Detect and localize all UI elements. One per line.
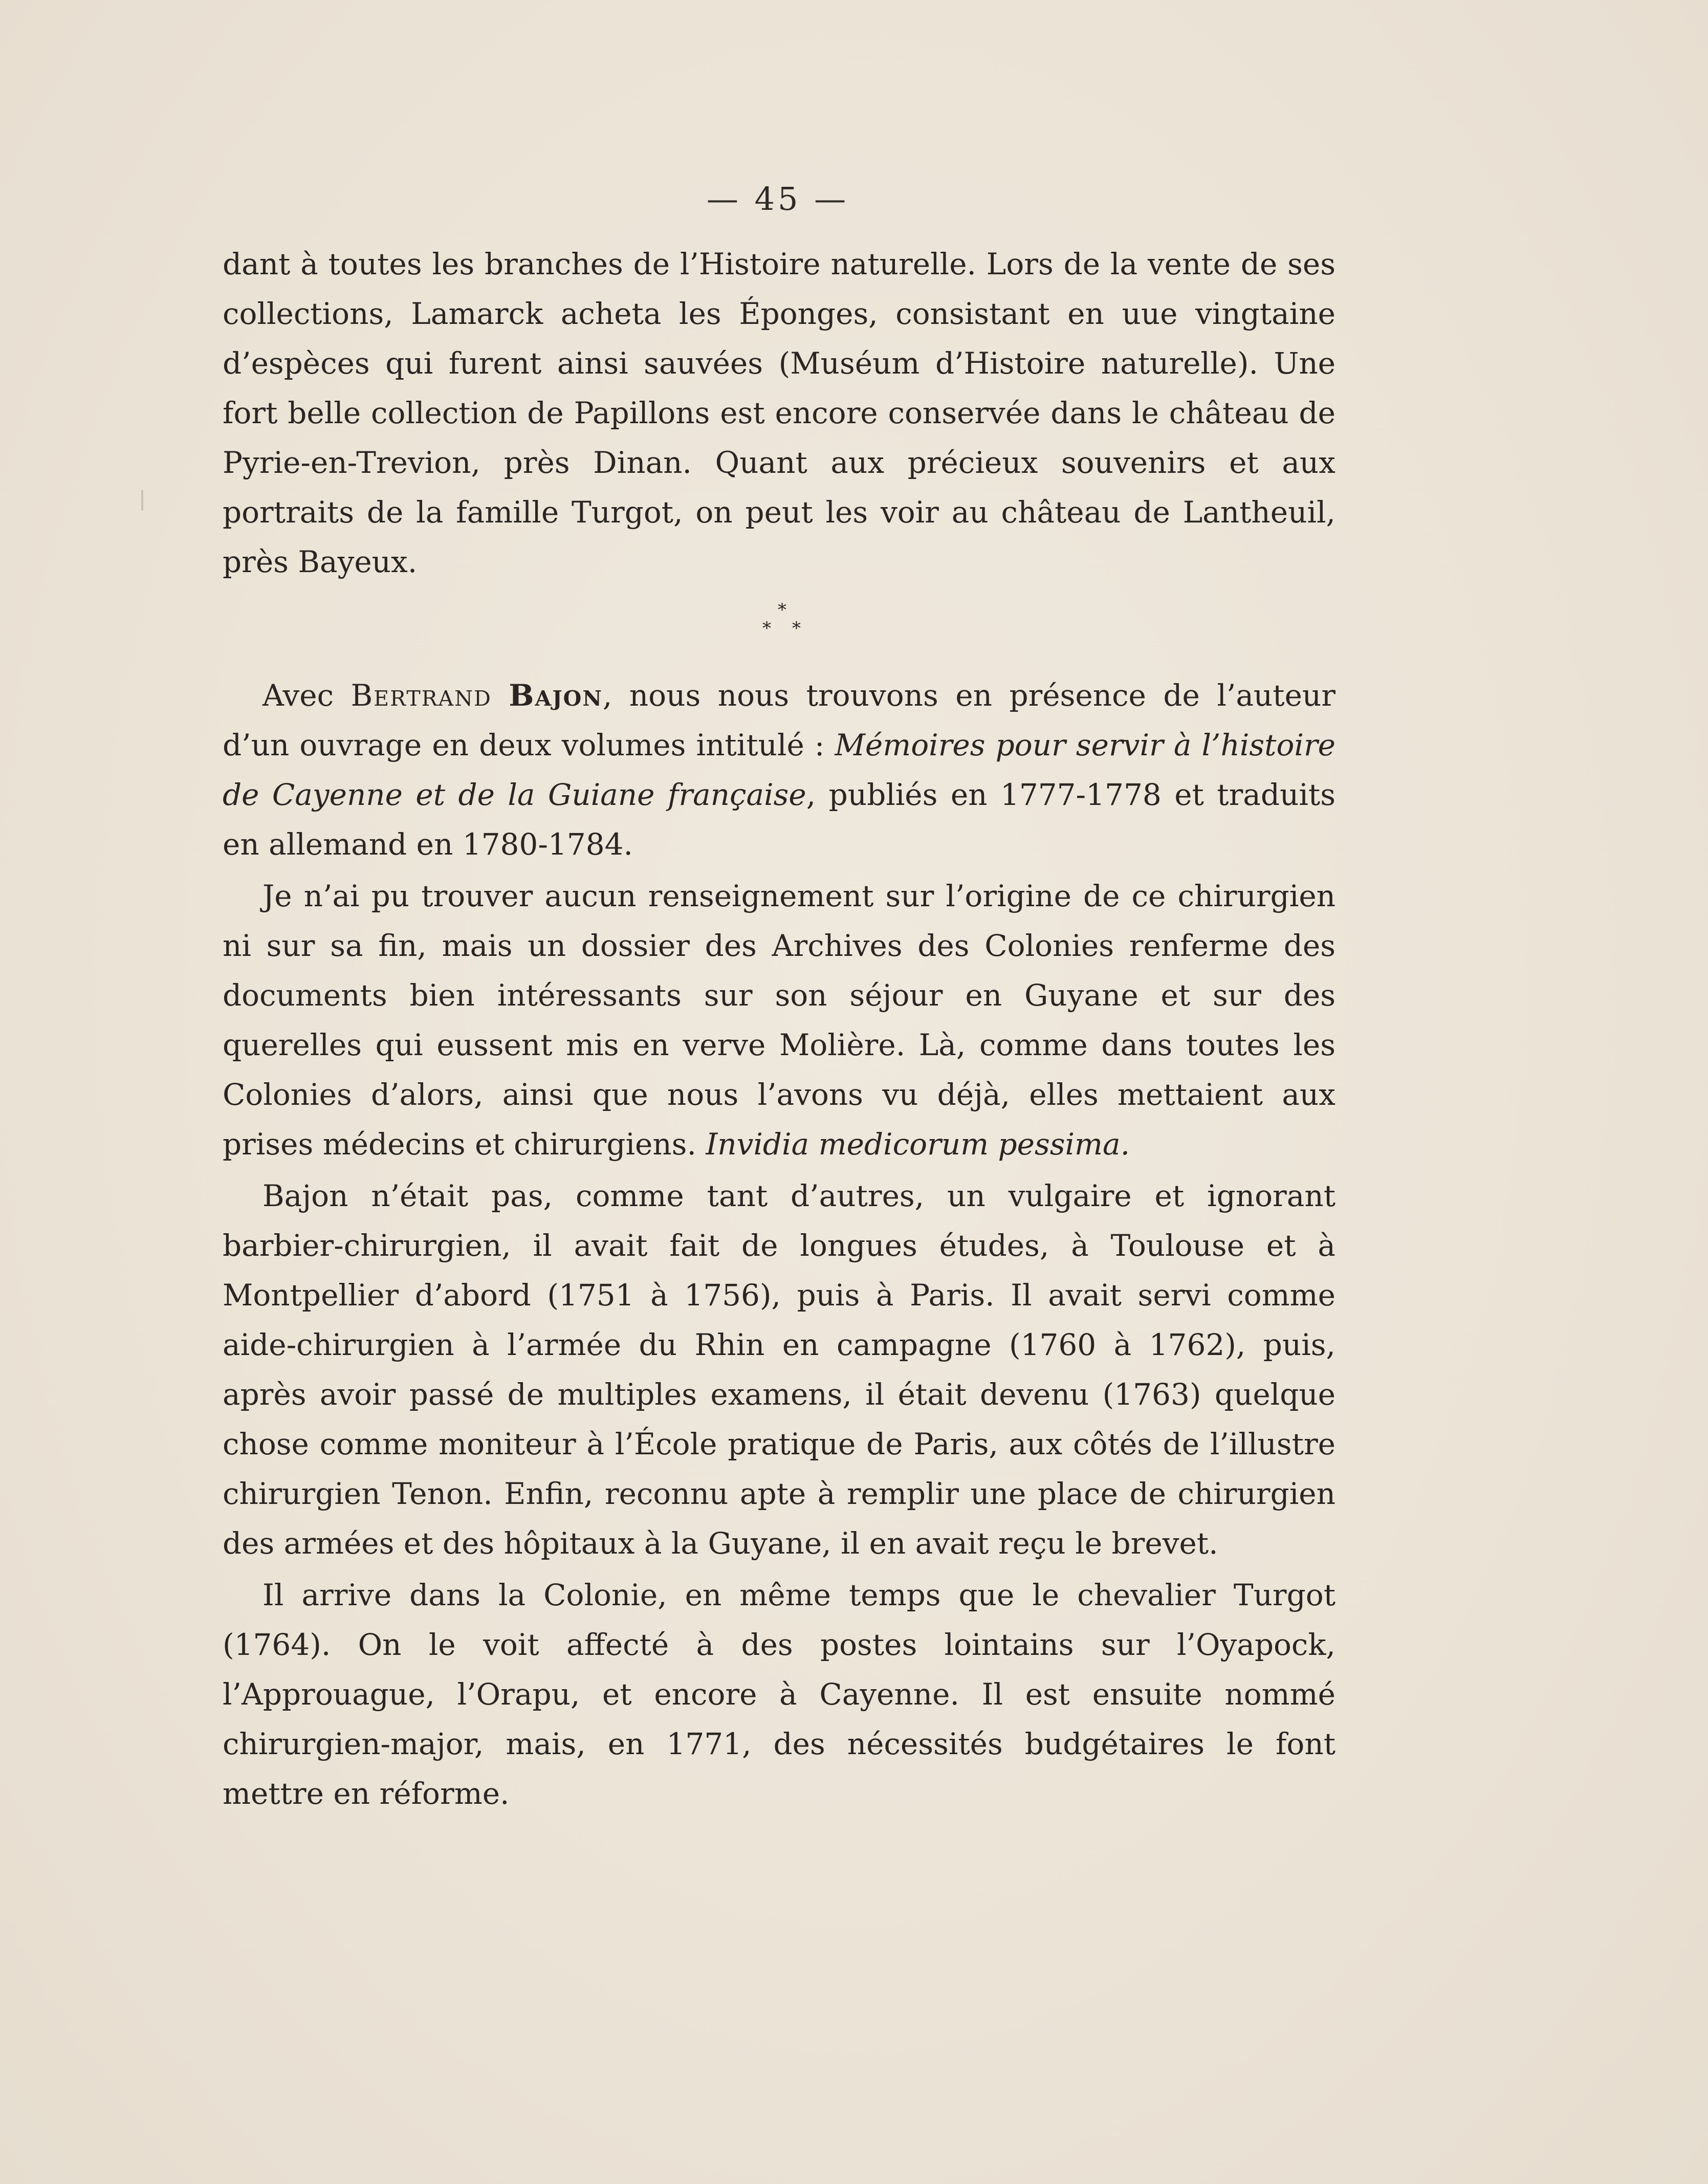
page-number: — 45 — xyxy=(706,180,849,217)
author-last-name: Bajon xyxy=(509,678,603,713)
separator-star: * xyxy=(792,618,801,639)
archives-text: Je n’ai pu trouver aucun renseignement sur l’origine de ce chirurgien ni sur sa fin, mais un dossier des Archives des Colonies renferme des documents bien intéressants sur son séjour en Guyane et sur des querelles qui eussent mis en verve Molière. Là, comme dans toutes les Colonies d’alors, ainsi que nous l’avons vu déjà, elles mettaient aux prises médecins et chirurgiens. xyxy=(223,879,1335,1162)
intro-lead: Avec xyxy=(262,678,351,713)
separator-star: * xyxy=(778,600,786,620)
section-separator xyxy=(223,587,1335,669)
paragraph-bajon-studies: Bajon n’était pas, comme tant d’autres, un vulgaire et ignorant barbier-chirurgien, il avait fait de longues études, à Toulouse et à Montpellier d’abord (1751 à 1756), puis à Paris. Il avait servi comme aide-chirurgien à l’armée du Rhin en campagne (1760 à 1762), puis, après avoir passé de multiples examens, il était devenu (1763) quelque chose comme moniteur à l’École pratique de Paris, aux côtés de l’illustre chirurgien Tenon. Enfin, reconnu apte à remplir une place de chirurgien des armées et des hôpitaux à la Guyane, il en avait reçu le brevet. xyxy=(223,1178,1335,1561)
intro-end: , publiés en 1777-1778 et traduits en allemand en 1780-1784. xyxy=(223,777,1335,862)
paragraph-lamarck: dant à toutes les branches de l’Histoire naturelle. Lors de la vente de ses collections, Lamarck acheta les Éponges, consistant en uue vingtaine d’espèces qui furent ainsi sauvées (Muséum d’Histoire naturelle). Une fort belle collection de Papillons est encore conservée dans le château de Pyrie-en-Trevion, près Dinan. Quant aux précieux souvenirs et aux portraits de la famille Turgot, on peut les voir au château de Lantheuil, près Bayeux. xyxy=(223,247,1335,579)
intro-middle: , nous nous trouvons en présence de l’auteur d’un ouvrage en deux volumes intitulé : xyxy=(223,678,1335,762)
paragraph-archives xyxy=(223,871,1335,1169)
paragraph-bajon-intro xyxy=(223,671,1335,869)
separator-star: * xyxy=(762,618,771,639)
paragraph-bajon-colony: Il arrive dans la Colonie, en même temps que le chevalier Turgot (1764). On le voit affecté à des postes lointains sur l’Oyapock, l’Approuague, l’Orapu, et encore à Cayenne. Il est ensuite nommé chirurgien-major, mais, en 1771, des nécessités budgétaires le font mettre en réforme. xyxy=(223,1578,1335,1811)
book-title: Mémoires pour servir à l’histoire de Cayenne et de la Guiane française xyxy=(223,728,1335,812)
body-text xyxy=(223,239,1335,1819)
latin-quote: Invidia medicorum pessima. xyxy=(706,1127,1130,1162)
author-first-name: Bertrand xyxy=(351,678,492,713)
margin-mark xyxy=(141,490,143,511)
